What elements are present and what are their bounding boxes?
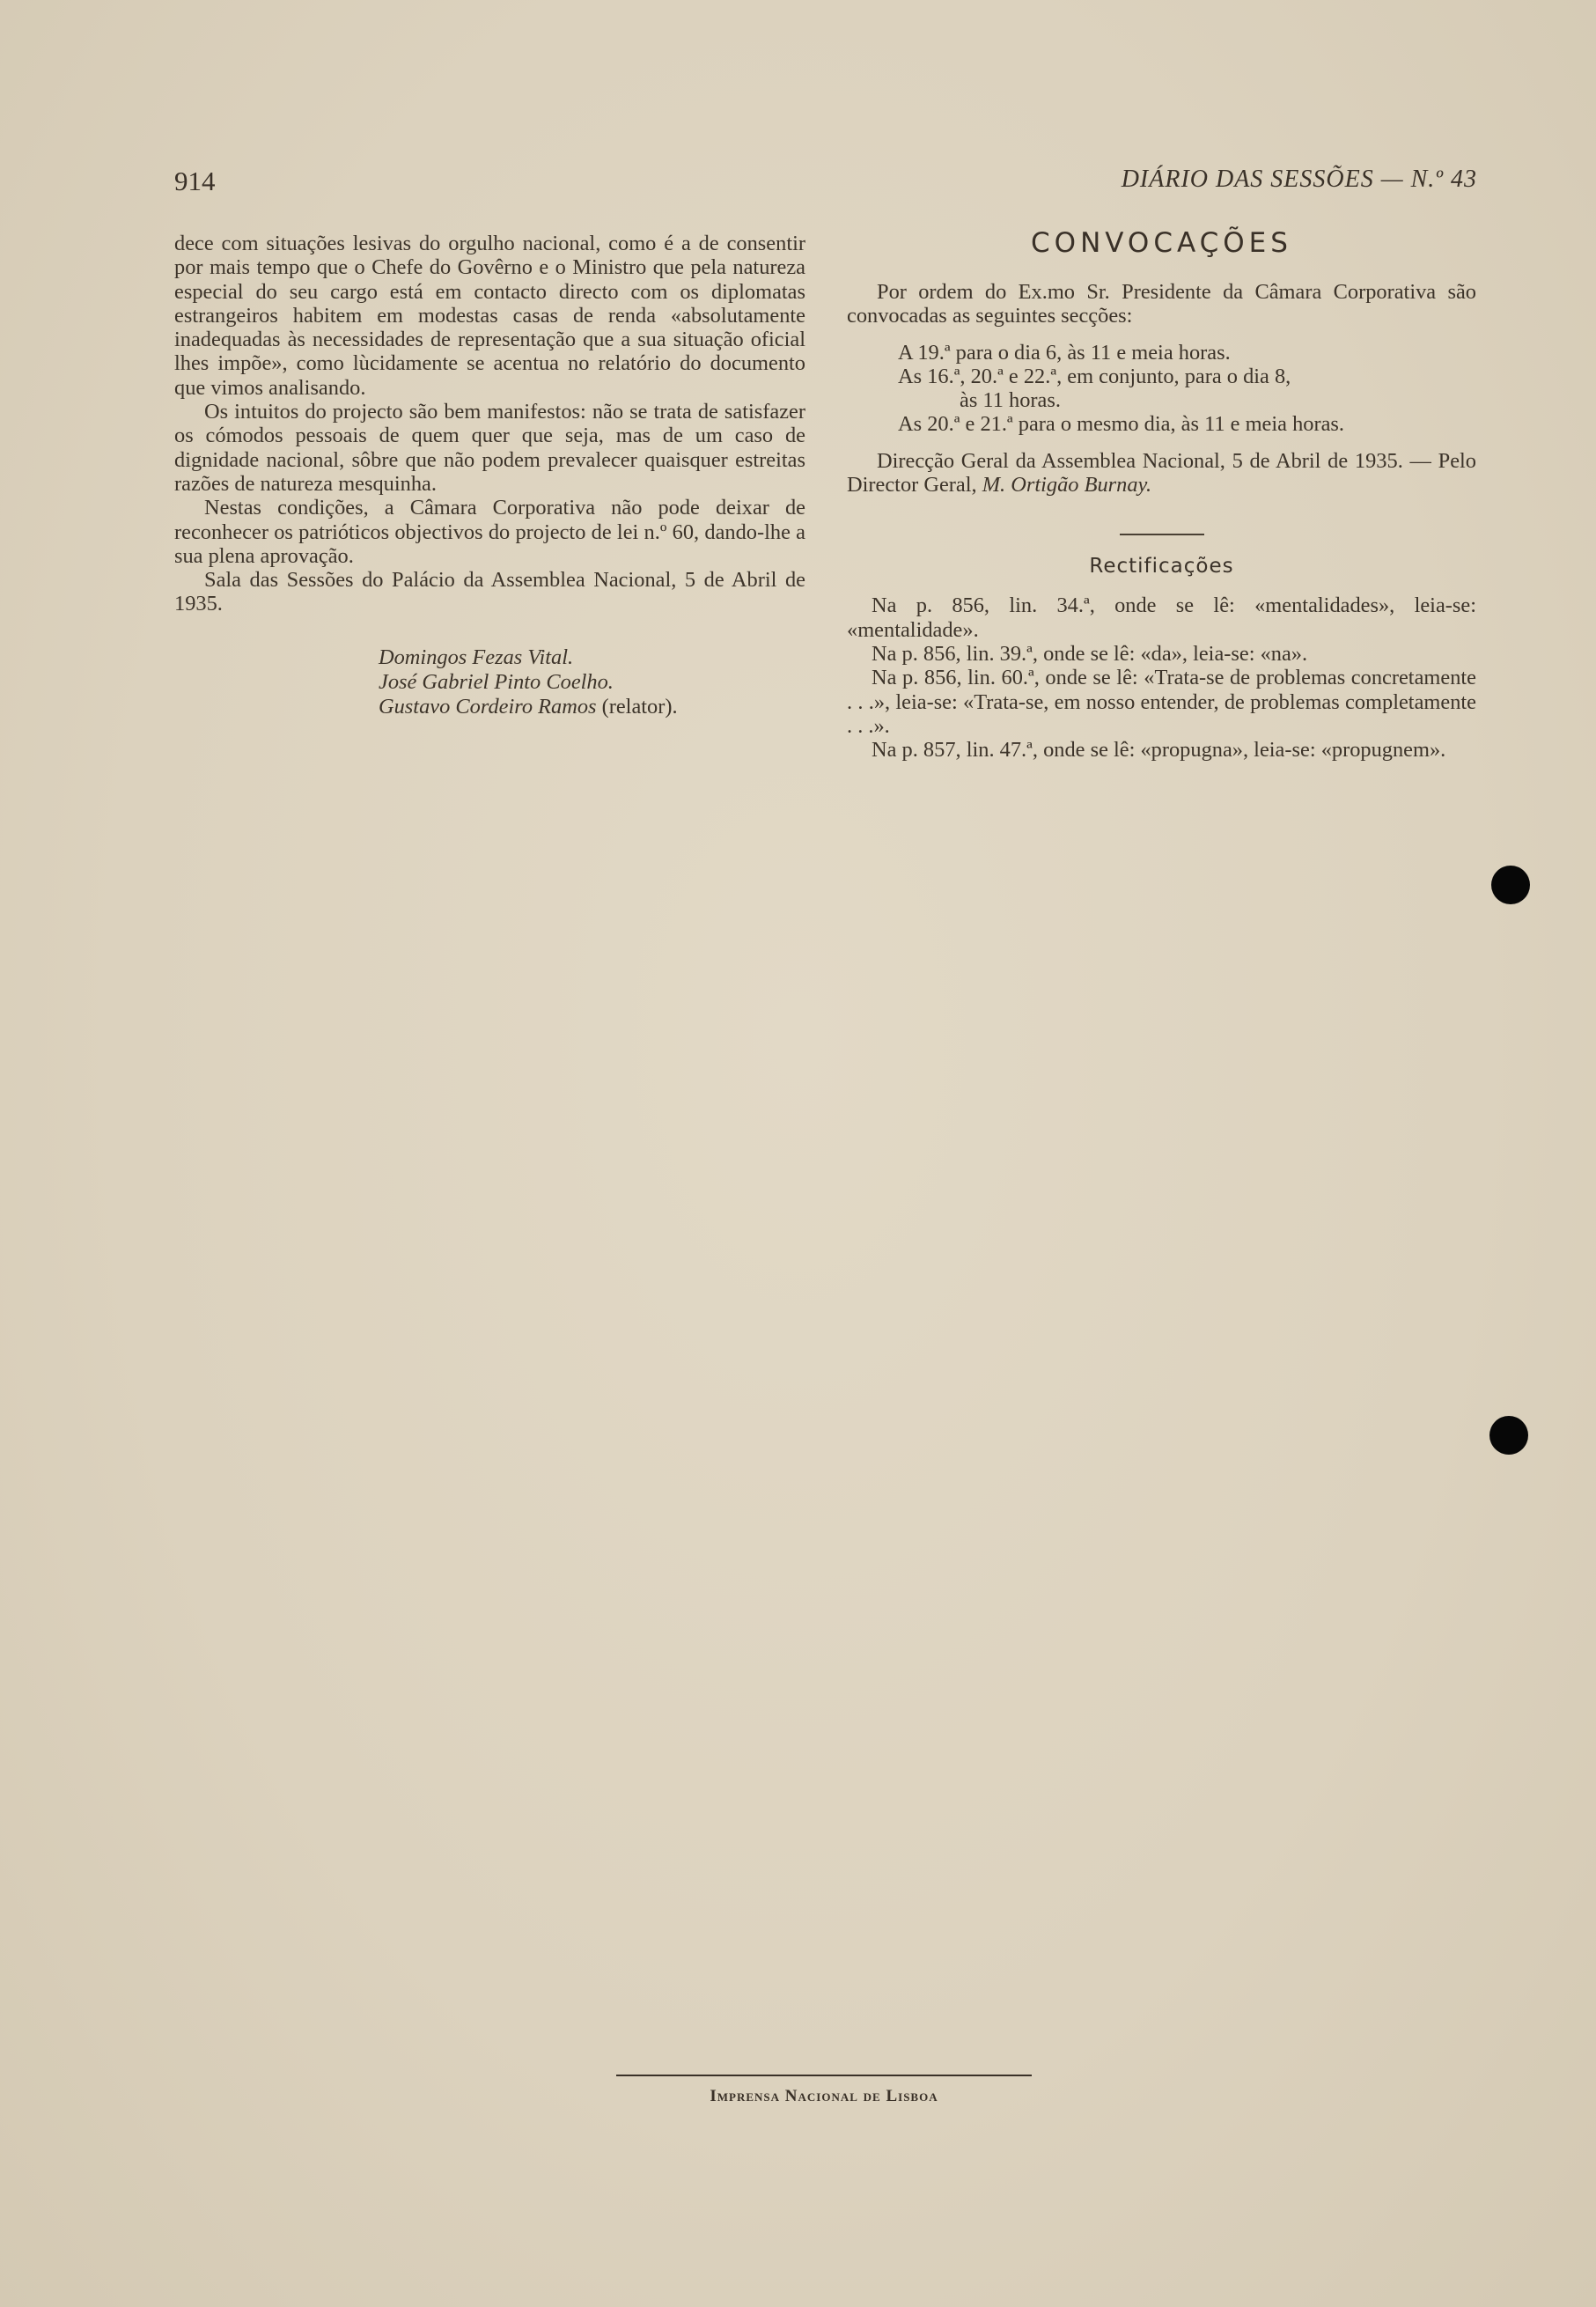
- page-number: 914: [174, 166, 216, 196]
- director-name: M. Ortigão Burnay.: [982, 473, 1152, 498]
- signature-line: [379, 670, 805, 695]
- convocation-item: As 20.ª e 21.ª para o mesmo dia, às 11 e meia horas.: [898, 412, 1345, 437]
- convocation-closing: [847, 449, 1476, 498]
- signatory-name: Domingos Fezas Vital.: [379, 645, 574, 669]
- page-footer: [616, 2075, 1032, 2106]
- correction-entry: Na p. 857, lin. 47.ª, onde se lê: «propugna», leia-se: «propugnem».: [872, 738, 1446, 763]
- section-divider: [1120, 534, 1204, 535]
- signature-line: [379, 645, 805, 670]
- signatory-name: José Gabriel Pinto Coelho.: [379, 669, 614, 694]
- right-column: [847, 227, 1476, 762]
- convocation-item: A 19.ª para o dia 6, às 11 e meia horas.: [898, 340, 1231, 365]
- correction-entry: Na p. 856, lin. 39.ª, onde se lê: «da», leia-se: «na».: [872, 641, 1308, 666]
- punch-hole: [1491, 866, 1530, 904]
- left-column: [174, 232, 805, 719]
- convocation-item: As 16.ª, 20.ª e 22.ª, em conjunto, para o dia 8,: [898, 364, 1291, 388]
- signatory-name: Gustavo Cordeiro Ramos: [379, 694, 597, 719]
- printer-imprint: Imprensa Nacional de Lisboa: [710, 2087, 938, 2105]
- correction-entry: Na p. 856, lin. 60.ª, onde se lê: «Trata-se de problemas concretamente . . .», leia-se: «Trata-se, em nosso entender, de problemas completamente . . .».: [847, 666, 1476, 738]
- convocation-item-continuation: às 11 horas.: [960, 388, 1061, 413]
- rectificacoes-heading: Rectificações: [1089, 555, 1234, 579]
- convocacoes-heading: CONVOCAÇÕES: [1031, 227, 1292, 259]
- paragraph: dece com situações lesivas do orgulho nacional, como é a de consentir por mais tempo que o Chefe do Govêrno e o Ministro que pela natureza especial do seu cargo está em contacto directo com os diplomatas estrangeiros habitem em modestas casas de renda «absolutamente inadequadas às necessidades de representação que a sua situação oficial lhes impõe», como lùcidamente se acentua no relatório do documento que vimos analisando.: [174, 232, 805, 400]
- signatory-role: (relator).: [596, 694, 678, 719]
- footer-rule: [616, 2075, 1032, 2076]
- closing-text: Direcção Geral da Assemblea Nacional, 5 de Abril de 1935. — Pelo Director Geral,: [847, 448, 1476, 498]
- page-header: [174, 166, 1477, 201]
- signature-line: [379, 695, 805, 719]
- correction-entry: Na p. 856, lin. 34.ª, onde se lê: «mentalidades», leia-se: «mentalidade».: [847, 593, 1476, 642]
- paragraph: Sala das Sessões do Palácio da Assemblea Nacional, 5 de Abril de 1935.: [174, 568, 805, 616]
- journal-title: DIÁRIO DAS SESSÕES — N.º 43: [1121, 166, 1477, 193]
- punch-hole: [1489, 1416, 1528, 1455]
- convocation-intro: Por ordem do Ex.mo Sr. Presidente da Câmara Corporativa são convocadas as seguintes secções:: [847, 280, 1476, 328]
- signature-block: [174, 645, 805, 719]
- paragraph: Nestas condições, a Câmara Corporativa não pode deixar de reconhecer os patrióticos objectivos do projecto de lei n.º 60, dando-lhe a sua plena aprovação.: [174, 496, 805, 568]
- paragraph: Os intuitos do projecto são bem manifestos: não se trata de satisfazer os cómodos pessoais de quem quer que seja, mas de um caso de dignidade nacional, sôbre que não podem prevalecer quaisquer estreitas razões de natureza mesquinha.: [174, 400, 805, 496]
